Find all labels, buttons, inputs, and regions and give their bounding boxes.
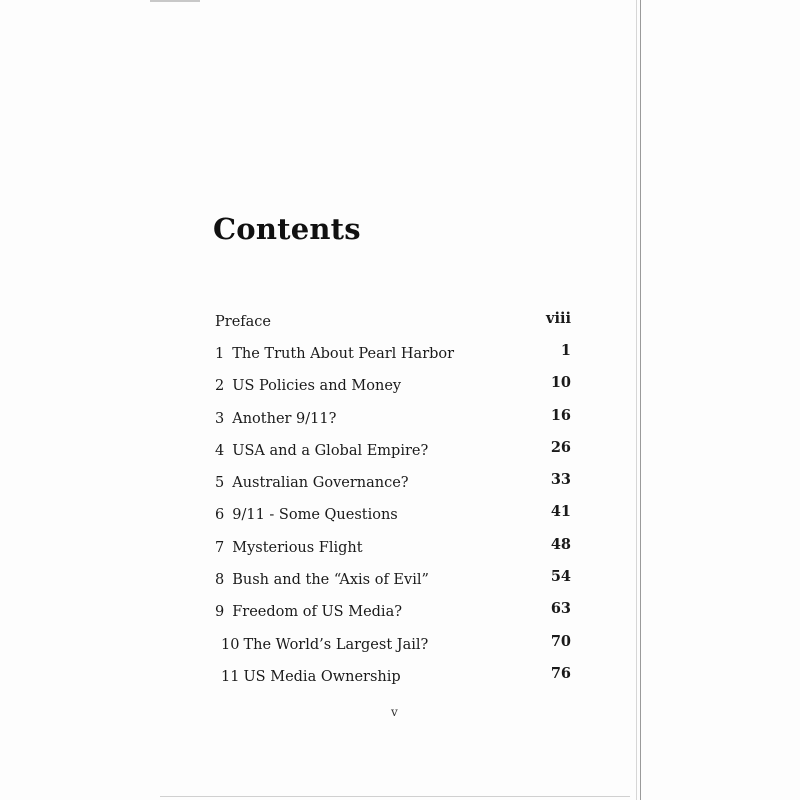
toc-entry xyxy=(215,503,571,531)
toc-entry-title: 9/11 - Some Questions xyxy=(232,507,398,523)
toc-entry-number: 8 xyxy=(215,572,225,588)
toc-entry-number: 2 xyxy=(215,378,225,394)
toc-entry-label xyxy=(215,378,401,394)
toc-entry-label xyxy=(221,669,401,685)
toc-entry-page: 33 xyxy=(550,471,571,488)
toc-entry xyxy=(215,407,571,435)
toc-entry-number: 9 xyxy=(215,604,225,620)
scan-edge-right-inner xyxy=(636,0,637,800)
toc-entry-title: Freedom of US Media? xyxy=(232,604,402,620)
toc-entry-label xyxy=(215,314,271,330)
toc-entry-page: 16 xyxy=(550,407,571,424)
toc-entry-label xyxy=(215,572,429,588)
toc-entry-page: 1 xyxy=(560,342,571,359)
toc-entry-page: 54 xyxy=(550,568,571,585)
toc-entry-page: 76 xyxy=(550,665,571,682)
scan-edge-right xyxy=(640,0,641,800)
toc-entry-number: 7 xyxy=(215,540,225,556)
scan-edge-top xyxy=(150,0,200,2)
toc-entry-page: 26 xyxy=(550,439,571,456)
toc-entry-title: Preface xyxy=(215,314,271,330)
toc-entry xyxy=(221,665,571,693)
toc-entry-label xyxy=(215,507,398,523)
toc-entry-title: USA and a Global Empire? xyxy=(232,443,429,459)
toc-entry-page: viii xyxy=(546,310,571,327)
toc-entry-label xyxy=(215,443,428,459)
toc-entry xyxy=(215,310,571,338)
toc-entry xyxy=(215,568,571,596)
toc-entry-number: 4 xyxy=(215,443,225,459)
toc-entry xyxy=(215,439,571,467)
toc-entry-page: 48 xyxy=(550,536,571,553)
toc-entry-number: 6 xyxy=(215,507,225,523)
toc-entry-number: 11 xyxy=(221,669,240,685)
toc-entry-title: Mysterious Flight xyxy=(232,540,363,556)
toc-entry-title: Australian Governance? xyxy=(232,475,409,491)
toc-entry-label xyxy=(215,604,402,620)
toc-entry-title: Another 9/11? xyxy=(232,411,337,427)
toc-entry-page: 41 xyxy=(550,503,571,520)
toc-entry-title: US Media Ownership xyxy=(243,669,401,685)
toc-entry-label xyxy=(221,637,428,653)
toc-entry-page: 10 xyxy=(550,374,571,391)
toc-entry-title: The Truth About Pearl Harbor xyxy=(232,346,455,362)
toc-entry-title: US Policies and Money xyxy=(232,378,402,394)
toc-entry-number: 3 xyxy=(215,411,225,427)
toc-entry-number: 5 xyxy=(215,475,225,491)
scan-edge-bottom xyxy=(160,796,630,797)
toc-entry xyxy=(215,600,571,628)
toc-entry-label xyxy=(215,540,363,556)
toc-entry-page: 70 xyxy=(550,633,571,650)
toc-entry xyxy=(215,374,571,402)
page-title: Contents xyxy=(213,212,361,246)
toc-entry-page: 63 xyxy=(550,600,571,617)
toc-entry-label xyxy=(215,475,409,491)
toc-entry-title: The World’s Largest Jail? xyxy=(243,637,429,653)
toc-entry xyxy=(215,342,571,370)
toc-entry-label xyxy=(215,346,454,362)
toc-entry xyxy=(215,471,571,499)
page-number: v xyxy=(391,705,398,719)
toc-entry-title: Bush and the “Axis of Evil” xyxy=(232,572,429,588)
toc-entry xyxy=(215,536,571,564)
toc-entry-number: 10 xyxy=(221,637,240,653)
toc-entry xyxy=(221,633,571,661)
toc-entry-number: 1 xyxy=(215,346,225,362)
toc-entry-label xyxy=(215,411,336,427)
